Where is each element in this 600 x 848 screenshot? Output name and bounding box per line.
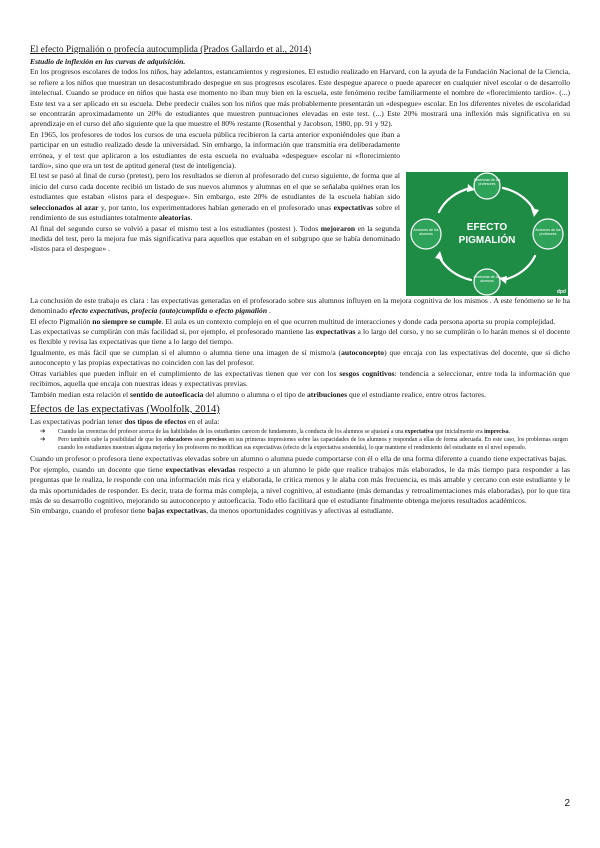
- bold-run: educadores: [164, 437, 193, 444]
- text-run: Cuando las creencias del profesor acerca de las habilidades de los estudiantes carecen de fundamento, la conducta de los alumnos se ajustará a una: [58, 429, 405, 436]
- text-run: respecto a un alumno le pide que realice trabajos más elaborados, le da más tiempo para responder a las preguntas que le realiza, le responde con una información más rica y elaborada, le critica menos y le alaba con más frecuencia, es más amable y cercano con este estudiante y le da más oportunidades de responder. Es decir, trata de forma más compleja, a nivel cognitivo, al estudiante (más demandas y retroalimentaciones más elaboradas), por lo que tira más de su desarrollo cognitivo, mejorando su autoconcepto y autoeficacia. Todo ello facilitará que el estudiante finalmente obtenga mejores resultados académicos.: [30, 464, 570, 505]
- text-run: Por ejemplo, cuando un docente que tiene: [30, 464, 166, 474]
- bold-run: no siempre se cumple: [92, 316, 162, 326]
- node-label-left: Acciones de los alumnos: [413, 227, 439, 237]
- paragraph-example: [30, 465, 570, 507]
- text-run: en el aula:: [186, 416, 220, 426]
- text-run: El efecto Pigmalión: [30, 316, 93, 326]
- list-item: [40, 436, 570, 452]
- bold-run: sentido de autoeficacia: [130, 389, 204, 399]
- text-run: El test se pasó al final de curso (pretest), pero los resultados se dieron al profesorado del curso siguiente, de forma que al inicio del curso cada docente recibió un listado de sus nuevos alumnos y alumnas en el que se señalaba quiénes eran los estudiantes que estaban «listos para el despegue». Sin embargo, este 20% de estudiantes de la escuela habían sido: [30, 171, 400, 202]
- paragraph-autoconcept: [30, 348, 570, 369]
- bold-run: seleccionados al azar: [30, 202, 99, 212]
- paragraph-selfefficacy: [30, 390, 570, 400]
- node-label-right: Acciones de los profesores: [535, 227, 561, 237]
- text-run: que inicialmente era: [433, 429, 485, 436]
- center-label-line1: EFECTO: [466, 221, 508, 233]
- arrow-bullet-icon: ➔: [40, 428, 46, 436]
- text-run: , da menos oportunidades cognitivas y afectivas al estudiante.: [206, 506, 394, 516]
- text-run: .: [267, 306, 271, 316]
- text-run: en la segunda medida del test, pero la mejora fue más significativa para aquellos que estaban en el subgrupo que se había denominado «listos para el despegue» .: [30, 223, 400, 254]
- text-run: Al final del segundo curso se volvió a pasar el mismo test a los estudiantes (postest ). Todos: [30, 223, 321, 233]
- section-title-expectations: Efectos de las expectativas (Woolfolk, 2014): [30, 403, 220, 415]
- text-run: : tendencia a seleccionar, entre toda la información que recibimos, aquella que encaja con nuestras ideas y expectativas previas.: [30, 368, 571, 389]
- center-label-line2: PIGMALIÓN: [458, 234, 516, 246]
- bold-run: dos tipos de efectos: [124, 416, 187, 426]
- bold-run: mejoraron: [320, 223, 356, 233]
- text-run: sean: [192, 437, 207, 444]
- corner-logo: dpd: [556, 288, 566, 295]
- text-run: También median esta relación el: [30, 389, 131, 399]
- arrow-bullet-icon: ➔: [40, 436, 46, 444]
- list-item: [40, 428, 570, 436]
- text-run: que el estudiante realice, entre otros factores.: [347, 389, 487, 399]
- text-run: Igualmente, es más fácil que se cumplan si el alumno o alumna tiene una imagen de sí mismo/a (: [30, 347, 342, 357]
- text-run: Las expectativas se cumplirán con más facilidad si, por ejemplo, el profesorado mantiene las: [30, 327, 316, 337]
- text-run: La conclusión de este trabajo es clara : las expectativas generadas en el profesorado sobre sus alumnos influyen en la mejora cognitiva de los mismos . A este fenómeno se le ha denominado: [30, 295, 570, 316]
- bold-run: expectativas: [315, 327, 356, 337]
- node-label-bottom: Creencias de los alumnos: [473, 274, 501, 284]
- text-run: sobre el rendimiento de sus estudiantes totalmente: [30, 202, 400, 223]
- bold-run: autoconcepto: [341, 347, 385, 357]
- bold-italic-run: efecto expectativas, profecía (auto)cumplida o efecto pigmalión: [69, 306, 268, 316]
- bold-run: expectativa: [404, 429, 434, 436]
- page-content: [30, 44, 570, 517]
- paragraph-pretest: [30, 171, 400, 223]
- wrapped-text: [30, 130, 400, 255]
- effects-list: [30, 428, 570, 452]
- text-run: Pero también cabe la posibilidad de que los: [58, 437, 165, 444]
- bold-run: imprecisa: [484, 429, 509, 436]
- bold-run: expectativas: [333, 202, 374, 212]
- paragraph-postest: [30, 224, 400, 255]
- text-run: . El aula es un contexto complejo en el que ocurren multitud de interacciones y donde cada persona aporta su propia complejidad.: [161, 316, 556, 326]
- bold-run: expectativas elevadas: [165, 464, 236, 474]
- text-run: Otras variables que pueden influir en el cumplimiento de las expectativas tienen que ver con los: [30, 368, 340, 378]
- paragraph-low-expectations: [30, 506, 570, 516]
- text-run: y, por tanto, los experimentadores habían generado en el profesorado unas: [98, 202, 334, 212]
- text-run: a lo largo del curso, y no se cumplirán o lo harán menos si el docente es flexible y revisa las expectativas que tiene a lo largo del tiempo.: [30, 327, 571, 347]
- pigmalion-cycle-diagram: [406, 172, 568, 296]
- study-subtitle: Estudio de inflexión en las curvas de adquisición.: [30, 57, 186, 66]
- text-run: en sus primeras impresiones sobre las capacidades de los alumnos y respondan a ellas de forma adecuada. En este caso, los problemas surgen cuando los estudiantes muestran alguna mejoría y los profesores no modifican sus expectativas (efecto de la expectativa sostenida), lo que mantiene el rendimiento del estudiante en el nivel esperado.: [58, 437, 568, 452]
- text-run: .: [190, 213, 193, 223]
- text-run: Las expectativas podrían tener: [30, 416, 125, 426]
- text-run: ) que encaja con las expectativas del docente, que si dicho autoconcepto y las propias expectativas no coinciden con las del profesor.: [30, 347, 570, 368]
- bold-run: aleatorias: [158, 213, 191, 223]
- bold-run: precisos: [206, 437, 227, 444]
- paragraph-conclusion: [30, 296, 570, 317]
- text-run: del alumno o alumna o el tipo de: [203, 389, 307, 399]
- bold-run: bajas expectativas: [147, 506, 207, 516]
- paragraph-1965: En 1965, los profesores de todos los cursos de una escuela pública recibieron la carta anterior exponiéndoles que iban a participar en un estudio realizado desde la universidad. Sin embargo, la información que transmitía era deliberadamente errónea, y el test que aplicaron a los estudiantes de esta escuela no evaluaba «despegue» escolar ni «florecimiento tardío», sino que era un test de aptitud general (test de inteligencia).: [30, 129, 400, 171]
- bold-run: sesgos cognitivos: [339, 368, 395, 378]
- text-run: .: [508, 429, 511, 436]
- paragraph-maintain: [30, 327, 570, 348]
- page-number: 2: [564, 798, 570, 809]
- paragraph-biases: [30, 369, 570, 390]
- paragraph-high-low: Cuando un profesor o profesora tiene expectativas elevadas sobre un alumno o alumna puede comportarse con él o ella de una forma diferente a cuando tiene expectativas bajas.: [30, 454, 567, 464]
- text-with-figure: [30, 130, 570, 296]
- node-label-top: Creencias de los profesores: [473, 177, 501, 187]
- text-run: Sin embargo, cuando el profesor tiene: [30, 506, 148, 516]
- paragraph-two-effects: [30, 417, 570, 427]
- bold-run: atribuciones: [307, 389, 348, 399]
- section-title-pigmalion: El efecto Pigmalión o profecía autocumplida (Prados Gallardo et al., 2014): [30, 45, 312, 55]
- paragraph-quote: En los progresos escolares de todos los niños, hay adelantos, estancamientos y regresiones. El estudio realizado en Harvard, con la ayuda de la Fundación Nacional de la Ciencia, se refiere a los niños que muestran un desacostumbrado despegue en sus progresos escolares. Este despegue aparece o puede aparecer en cualquier nivel escolar o de desarrollo intelectual. Cuando se produce en niños que hasta ese momento no iban muy bien en la escuela, este fenómeno recibe familiarmente el nombre de «florecimiento tardío». (...) Este test va a ser aplicado en su escuela. Debe predecir cuáles son los niños que más probablemente presentarán un «despegue» escolar. En los diferentes niveles de escolaridad se encontrarán aproximadamente un 20% de estudiantes que muestren puntuaciones elevadas en este test. (...) Este 20% mostrará una inflexión más significativa en su aprendizaje en el curso del año siguiente que la que muestre el 80% restante (Rosenthal y Jacobson, 1980, pp. 91 y 92).: [30, 67, 570, 129]
- paragraph-not-always: [30, 317, 570, 327]
